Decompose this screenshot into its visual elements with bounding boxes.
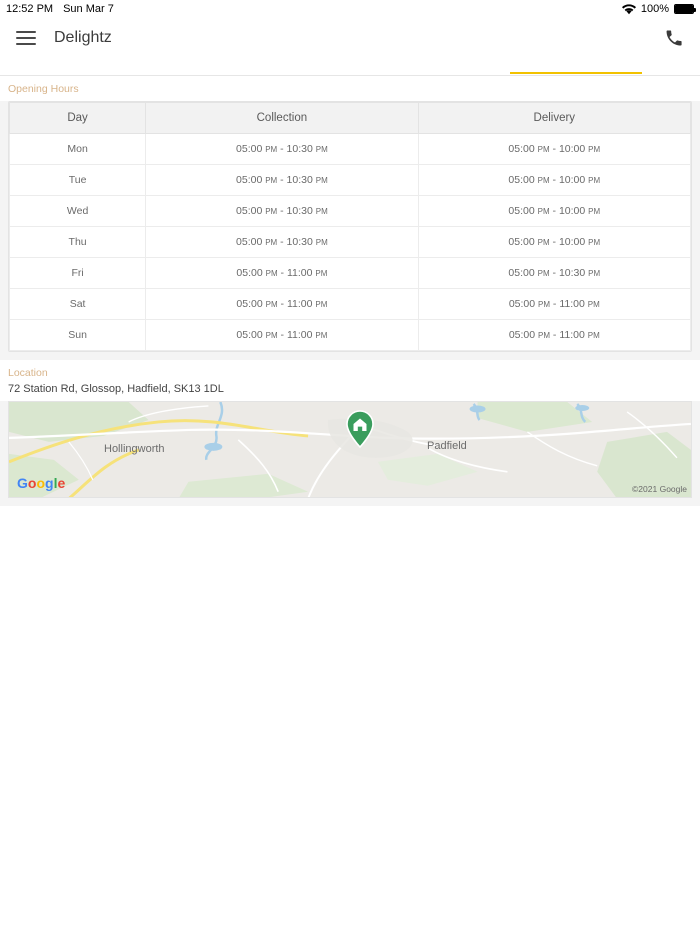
cell-collection: 05:00 PM - 10:30 PM	[146, 134, 418, 165]
cell-day: Sat	[10, 289, 146, 320]
tab-strip	[0, 58, 700, 76]
cell-day: Sun	[10, 320, 146, 351]
table-row	[10, 196, 691, 227]
cell-delivery: 05:00 PM - 11:00 PM	[418, 320, 690, 351]
location-address: 72 Station Rd, Glossop, Hadfield, SK13 1DL	[0, 381, 700, 401]
phone-icon[interactable]	[664, 28, 684, 48]
app-bar	[0, 18, 700, 58]
page-background	[0, 506, 700, 934]
opening-hours-card	[8, 101, 692, 352]
battery-full-icon	[674, 4, 694, 14]
map-label-hollingworth: Hollingworth	[104, 443, 165, 455]
cell-delivery: 05:00 PM - 11:00 PM	[418, 289, 690, 320]
bottom-gap	[0, 498, 700, 506]
location-section-label: Location	[0, 360, 700, 381]
column-header-collection: Collection	[146, 103, 418, 134]
status-bar	[0, 0, 700, 18]
wifi-icon	[622, 4, 636, 15]
cell-day: Wed	[10, 196, 146, 227]
active-tab-indicator	[510, 72, 642, 74]
cell-collection: 05:00 PM - 11:00 PM	[146, 258, 418, 289]
table-row	[10, 165, 691, 196]
cell-collection: 05:00 PM - 11:00 PM	[146, 289, 418, 320]
map-attribution: ©2021 Google	[632, 484, 687, 494]
table-row	[10, 320, 691, 351]
column-header-delivery: Delivery	[418, 103, 690, 134]
page-title: Delightz	[54, 29, 112, 46]
status-bar-left	[6, 3, 114, 15]
cell-delivery: 05:00 PM - 10:30 PM	[418, 258, 690, 289]
cell-delivery: 05:00 PM - 10:00 PM	[418, 227, 690, 258]
section-divider	[0, 352, 700, 360]
battery-percentage: 100%	[640, 3, 669, 15]
table-row	[10, 289, 691, 320]
cell-collection: 05:00 PM - 10:30 PM	[146, 196, 418, 227]
cell-day: Tue	[10, 165, 146, 196]
hamburger-menu-icon[interactable]	[16, 31, 36, 45]
cell-day: Mon	[10, 134, 146, 165]
cell-delivery: 05:00 PM - 10:00 PM	[418, 196, 690, 227]
cell-day: Thu	[10, 227, 146, 258]
table-header-row	[10, 103, 691, 134]
status-date: Sun Mar 7	[63, 3, 114, 15]
cell-day: Fri	[10, 258, 146, 289]
table-row	[10, 258, 691, 289]
cell-delivery: 05:00 PM - 10:00 PM	[418, 134, 690, 165]
status-bar-right	[622, 3, 694, 15]
google-logo: Google	[17, 475, 66, 491]
cell-delivery: 05:00 PM - 10:00 PM	[418, 165, 690, 196]
status-time: 12:52 PM	[6, 3, 54, 15]
table-row	[10, 134, 691, 165]
cell-collection: 05:00 PM - 11:00 PM	[146, 320, 418, 351]
location-map[interactable]	[8, 401, 692, 498]
main-content	[0, 76, 700, 506]
table-row	[10, 227, 691, 258]
opening-hours-section-label: Opening Hours	[0, 76, 700, 101]
cell-collection: 05:00 PM - 10:30 PM	[146, 227, 418, 258]
opening-hours-table	[9, 102, 691, 351]
column-header-day: Day	[10, 103, 146, 134]
home-marker-icon	[346, 410, 374, 448]
cell-collection: 05:00 PM - 10:30 PM	[146, 165, 418, 196]
map-label-padfield: Padfield	[427, 440, 467, 452]
